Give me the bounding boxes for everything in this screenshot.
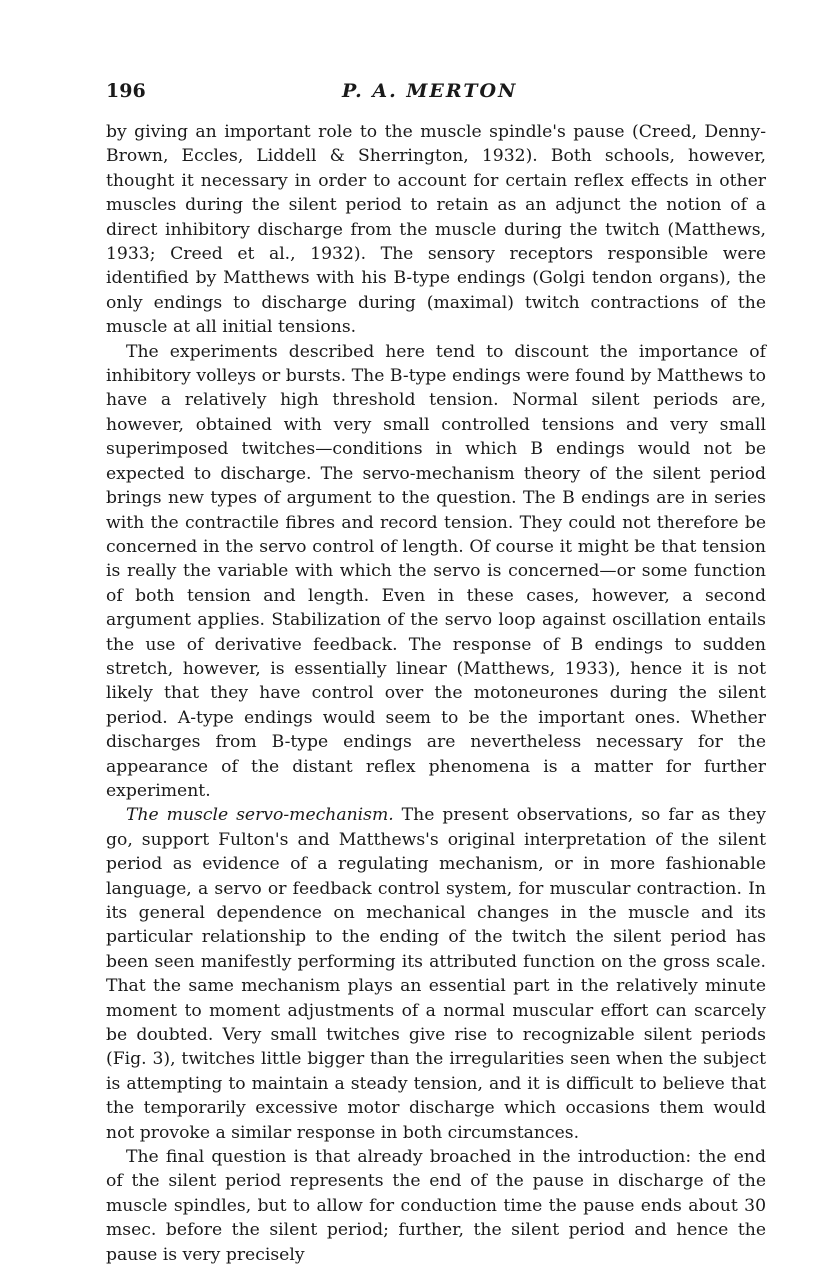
page-number: 196 xyxy=(106,80,146,102)
paragraph-3 xyxy=(106,803,766,1145)
paragraph-4: The final question is that already broached in the introduction: the end of the silent period represents the end of the pause in discharge of the muscle spindles, but to allow for conduction time the pause ends about 30 msec. before the silent period; further, the silent period and hence the pause is very precisely xyxy=(106,1147,766,1265)
paragraph-2: The experiments described here tend to discount the importance of inhibitory volleys or bursts. The B-type endings were found by Matthews to have a relatively high threshold tension. Normal silent periods are, however, obtained with very small controlled tensions and very small superimposed twitches—conditions in which B endings would not be expected to discharge. The servo-mechanism theory of the silent period brings new types of argument to the question. The B endings are in series with the contractile fibres and record tension. They could not therefore be concerned in the servo control of length. Of course it might be that tension is really the variable with which the servo is concerned—or some function of both tension and length. Even in these cases, however, a second argument applies. Stabilization of the servo loop against oscillation entails the use of derivative feedback. The response of B endings to sudden stretch, however, is essentially linear (Matthews, 1933), hence it is not likely that they have control over the motoneurones during the silent period. A-type endings would seem to be the important ones. Whether discharges from B-type endings are nevertheless necessary for the appearance of the distant reflex phenomena is a matter for further experiment. xyxy=(106,341,766,801)
paragraph-3-text: The present observations, so far as they go, support Fulton's and Matthews's original interpretation of the silent period as evidence of a regulating mechanism, or in more fashionable language, a servo or feedback control system, for muscular contraction. In its general dependence on mechanical changes in the muscle and its particular relationship to the ending of the twitch the silent period has been seen manifestly performing its attributed function on the gross scale. That the same mechanism plays an essential part in the relatively minute moment to moment adjustments of a normal muscular effort can scarcely be doubted. Very small twitches give rise to recognizable silent periods (Fig. 3), twitches little bigger than the irregularities seen when the subject is attempting to maintain a steady tension, and it is difficult to believe that the temporarily excessive motor discharge which occasions them would not provoke a similar response in both circumstances. xyxy=(106,805,766,1143)
running-head: P. A. MERTON xyxy=(342,80,518,102)
page-header xyxy=(106,80,766,120)
body-text xyxy=(106,120,766,1267)
section-run-in-heading: The muscle servo-mechanism. xyxy=(126,805,394,826)
paragraph-1: by giving an important role to the muscle spindle's pause (Creed, Denny-Brown, Eccles, Liddell & Sherrington, 1932). Both schools, however, thought it necessary in order to account for certain reflex effects in other muscles during the silent period to retain as an adjunct the notion of a direct inhibitory discharge from the muscle during the twitch (Matthews, 1933; Creed et al., 1932). The sensory receptors responsible were identified by Matthews with his B-type endings (Golgi tendon organs), the only endings to discharge during (maximal) twitch contractions of the muscle at all initial tensions. xyxy=(106,122,766,338)
page xyxy=(106,80,766,1267)
